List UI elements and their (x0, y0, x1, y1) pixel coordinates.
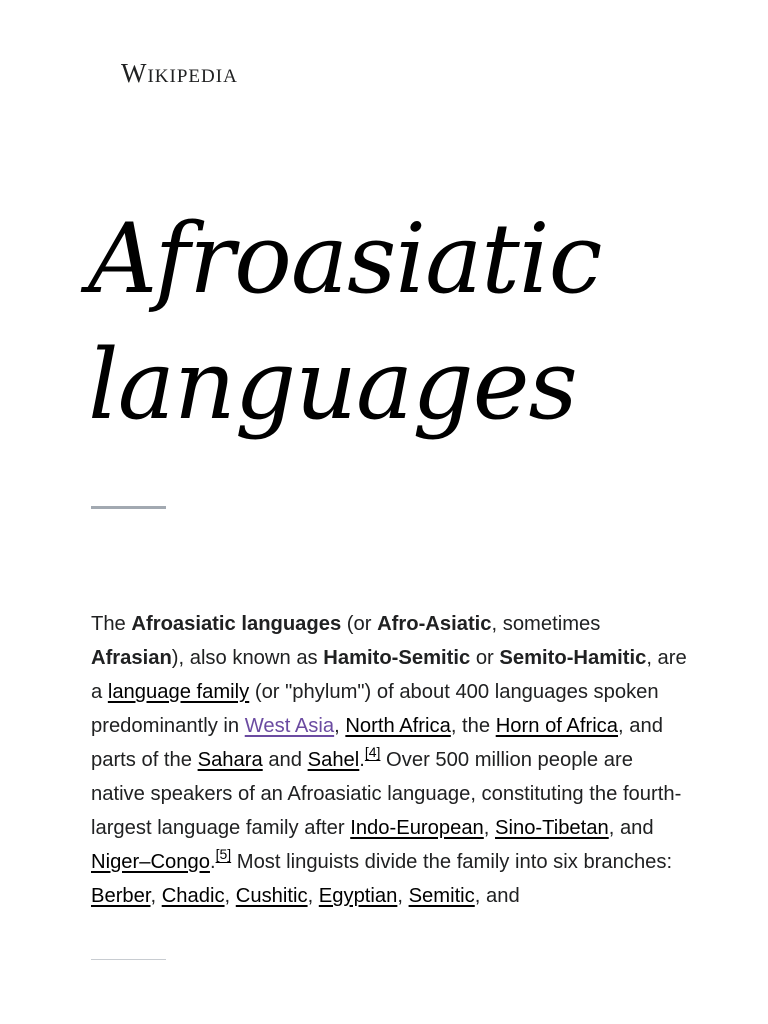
text: , (483, 817, 496, 839)
link-sahara[interactable]: Sahara (197, 749, 263, 771)
bold-term: Semito-Hamitic (499, 647, 647, 669)
text: Most linguists divide the family into six branches: (231, 851, 673, 873)
bold-term: Afro-Asiatic (377, 613, 492, 635)
section-divider (91, 959, 166, 960)
bold-term: Afrasian (91, 647, 172, 669)
title-divider (91, 506, 166, 509)
link-niger-congo[interactable]: Niger–Congo (91, 851, 210, 873)
bold-term: Afroasiatic languages (131, 613, 342, 635)
bold-term: Hamito-Semitic (323, 647, 471, 669)
reference-5[interactable]: [5] (215, 846, 232, 862)
wikipedia-logo[interactable]: Wikipedia (121, 58, 238, 88)
text: , and parts of the (91, 715, 663, 771)
text: , are a (91, 647, 687, 703)
text: , sometimes (491, 613, 601, 635)
link-cushitic[interactable]: Cushitic (235, 885, 308, 907)
link-semitic[interactable]: Semitic (408, 885, 475, 907)
text: (or (341, 613, 378, 635)
link-berber[interactable]: Berber (91, 885, 151, 907)
text: , and (474, 885, 520, 907)
text: . (359, 749, 365, 771)
link-west-asia[interactable]: West Asia (244, 715, 335, 737)
text: , (224, 885, 236, 907)
text: , (307, 885, 319, 907)
link-egyptian[interactable]: Egyptian (318, 885, 398, 907)
text: and (262, 749, 308, 771)
text: , and (608, 817, 654, 839)
link-sahel[interactable]: Sahel (307, 749, 360, 771)
intro-paragraph (91, 607, 691, 913)
text: , the (450, 715, 496, 737)
text: ), also known as (171, 647, 324, 669)
link-horn-of-africa[interactable]: Horn of Africa (495, 715, 619, 737)
text: or (470, 647, 500, 669)
link-sino-tibetan[interactable]: Sino-Tibetan (495, 817, 609, 839)
link-north-africa[interactable]: North Africa (345, 715, 451, 737)
text: , (397, 885, 409, 907)
text: . (209, 851, 216, 873)
link-chadic[interactable]: Chadic (161, 885, 225, 907)
page-title (88, 196, 601, 448)
text: (or "phylum") of about 400 languages spoken predominantly in (91, 681, 659, 737)
reference-4[interactable]: [4] (364, 744, 381, 760)
link-indo-european[interactable]: Indo-European (350, 817, 484, 839)
text: , (150, 885, 162, 907)
text: Over 500 million people are native speakers of an Afroasiatic language, constituting the fourth-largest language family after (91, 749, 682, 839)
page-title-line-2: languages (88, 329, 577, 441)
page-title-line-1: Afroasiatic (88, 203, 602, 315)
text: , (334, 715, 346, 737)
link-language-family[interactable]: language family (107, 681, 250, 703)
text: The (91, 613, 132, 635)
